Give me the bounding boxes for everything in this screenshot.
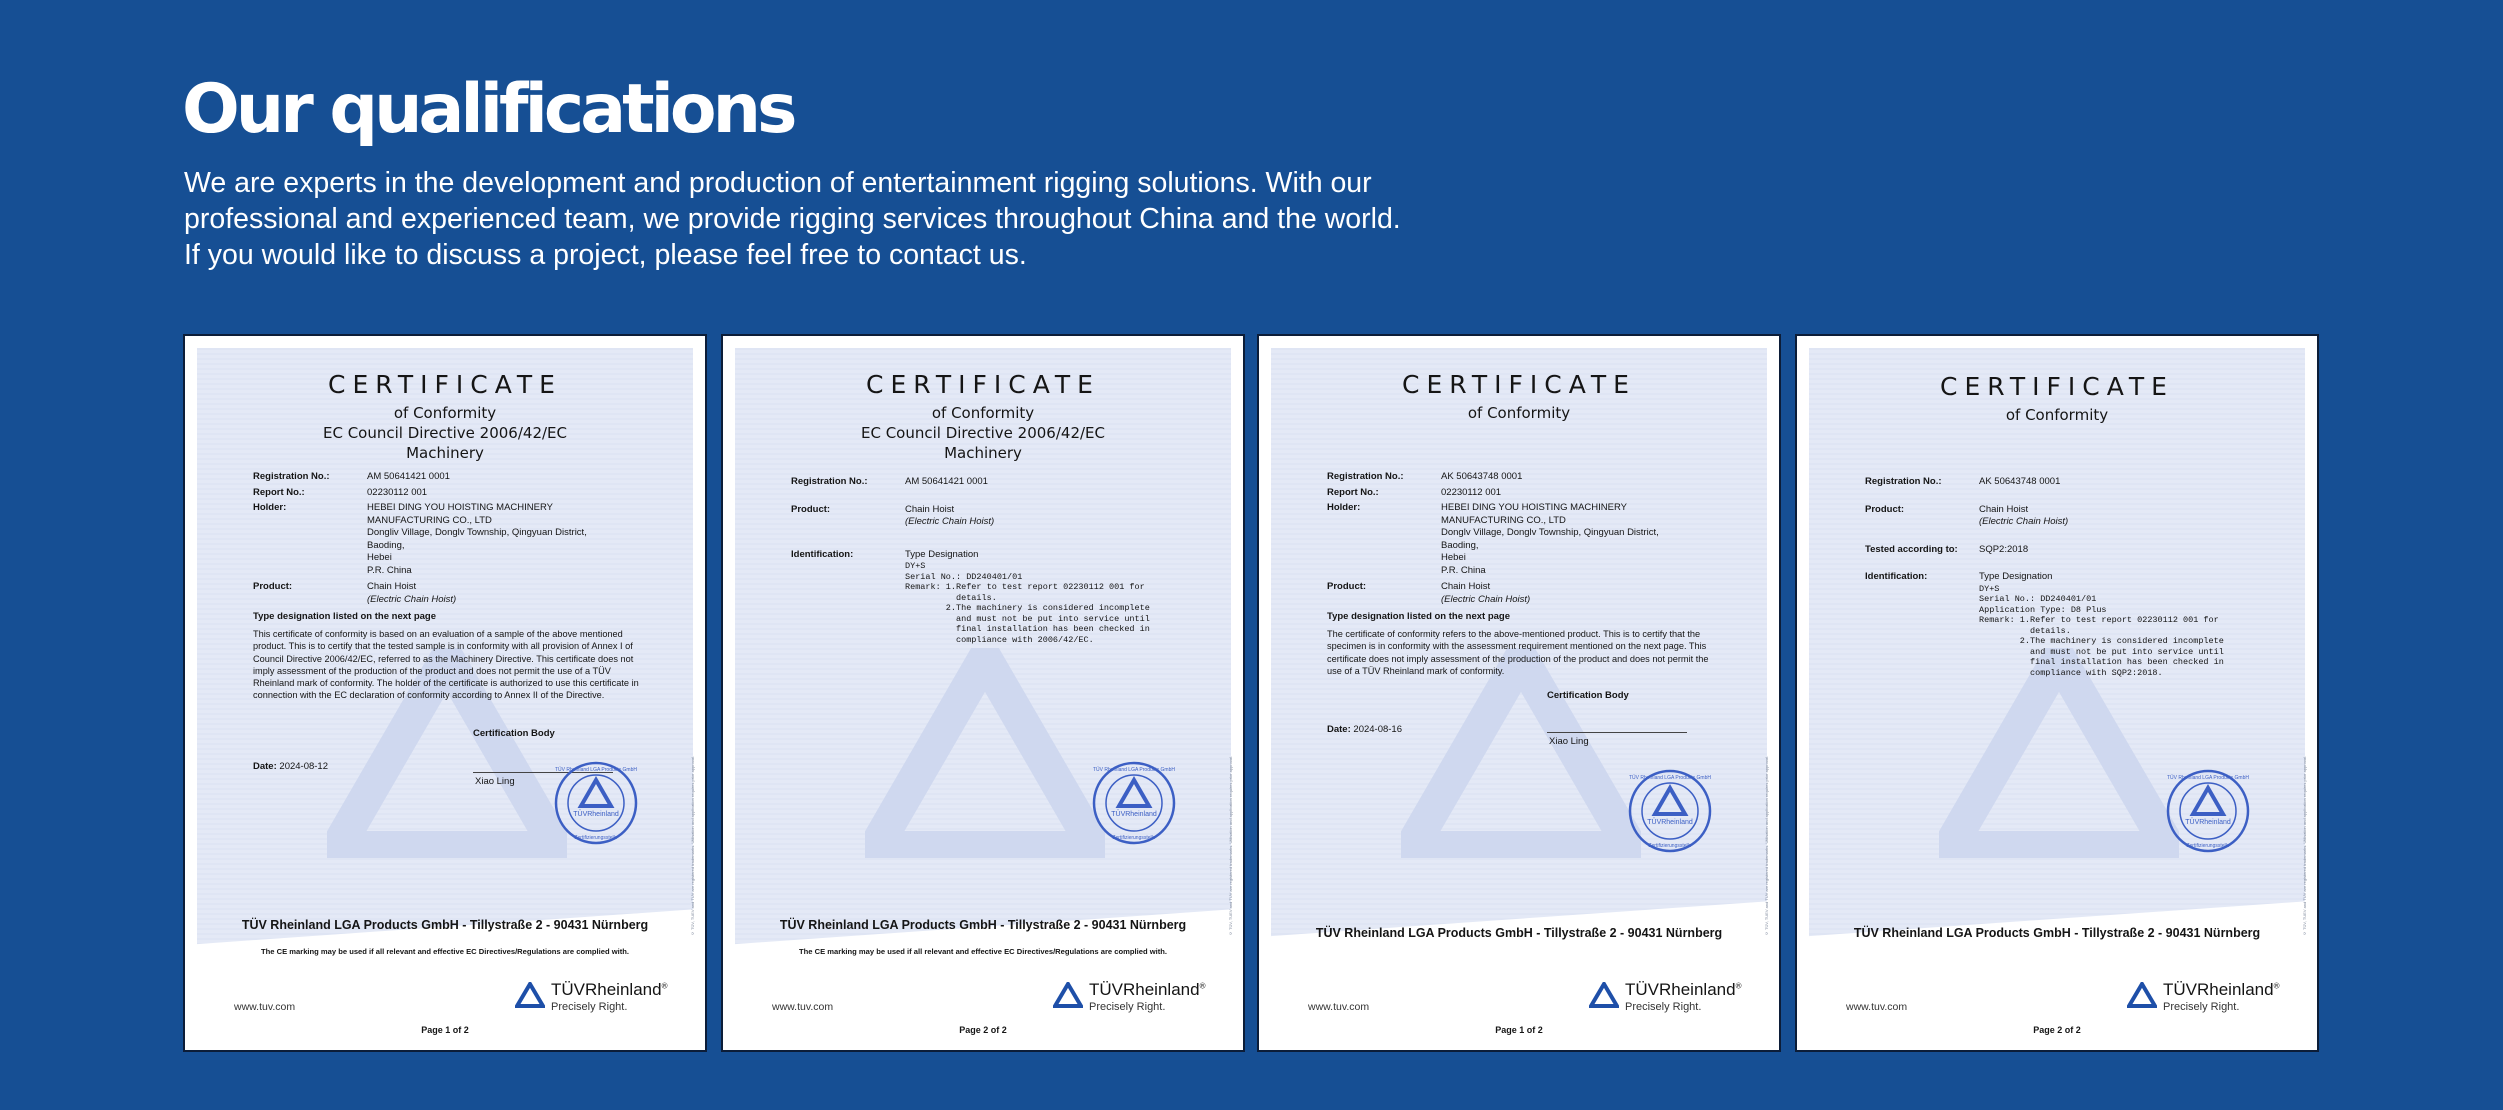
product-label: Product: [1865, 503, 1905, 515]
svg-text:TÜV Rheinland LGA Products Gmb: TÜV Rheinland LGA Products GmbH [555, 767, 637, 773]
issuer-address: TÜV Rheinland LGA Products GmbH - Tillystraße 2 - 90431 Nürnberg [1853, 926, 2261, 940]
ce-marking-note: The CE marking may be used if all relevant and effective EC Directives/Regulations are complied with. [799, 947, 1167, 956]
certification-body-label: Certification Body [473, 728, 555, 739]
tuv-stamp-icon [1091, 760, 1177, 846]
identification-value: Type Designation DY+S Serial No.: DD240401/01 Remark: 1.Refer to test report 02230112 001 for details. 2.The machinery is considered incomplete and must not be put into service until final installation has been checked in compliance with 2006/42/EC. [905, 548, 1150, 645]
tuv-triangle-icon [1053, 982, 1083, 1008]
identification-label: Identification: [1865, 571, 1928, 582]
website-link[interactable]: www.tuv.com [772, 1001, 834, 1013]
ce-marking-note: The CE marking may be used if all relevant and effective EC Directives/Regulations are complied with. [261, 947, 629, 956]
report-value: 02230112 001 [367, 486, 428, 498]
certificate-subtitle: of Conformity [393, 404, 497, 422]
svg-text:TÜVRheinland: TÜVRheinland [573, 811, 619, 818]
registration-label: Registration No.: [1865, 476, 1942, 487]
certificates-gallery [183, 334, 2319, 1052]
svg-text:TÜVRheinland: TÜVRheinland [1111, 811, 1157, 818]
certificate-fields [1865, 476, 2279, 681]
signatory-name: Xiao Ling [1549, 736, 1589, 747]
svg-text:TÜV Rheinland LGA Products Gmb: TÜV Rheinland LGA Products GmbH [2167, 775, 2249, 781]
certificate-subtitle: Machinery [944, 444, 1022, 462]
tuv-triangle-icon [515, 982, 545, 1008]
certificate-statement: This certificate of conformity is based on an evaluation of a sample of the above mentioned product. This is to certify that the tested sample is in conformity with all provision of Annex I of Council Directive 2006/42/EC, referred to as the Machinery Directive. This certificate does not imply assessment of the production of the product and does not permit the use of a TÜV Rheinland mark of conformity. The holder of the certificate is authorized to use this certificate in connection with the EC declaration of conformity according to Annex II of the Directive. [253, 629, 639, 701]
identification-value: Type Designation DY+S Serial No.: DD240401/01 Application Type: D8 Plus Remark: 1.Refer to test report 02230112 001 for details. 2.The machinery is considered incomplete and must not be put into service until final installation has been checked in compliance with SQP2:2018. [1979, 571, 2224, 678]
svg-text:Zertifizierungsstelle: Zertifizierungsstelle [1112, 835, 1156, 841]
type-designation-note: Type designation listed on the next page [253, 611, 436, 622]
trademark-side-text: © TÜV, TUEV and TUV are registered trademarks. Utilisation and application requires prior approval. [2302, 755, 2307, 936]
registration-value: AK 50643748 0001 [1441, 471, 1523, 482]
holder-label: Holder: [253, 502, 287, 513]
report-label: Report No.: [1327, 486, 1379, 498]
intro-text [184, 165, 1401, 273]
certificate-title: CERTIFICATE [328, 370, 562, 399]
tuv-logo [1589, 980, 1759, 1020]
certificate-date: Date: 2024-08-16 [1327, 724, 1403, 735]
tuv-tagline: Precisely Right. [1089, 1001, 1166, 1013]
registration-label: Registration No.: [1327, 471, 1404, 482]
certificate-subtitle: EC Council Directive 2006/42/EC [860, 424, 1105, 442]
product-value: Chain Hoist (Electric Chain Hoist) [1979, 503, 2069, 527]
holder-value: HEBEI DING YOU HOISTING MACHINERY MANUFACTURING CO., LTD Dongliv Village, Donglv Township, Qingyuan District, Baoding, Hebei P.R. China [367, 502, 587, 576]
page-number: Page 1 of 2 [421, 1025, 469, 1035]
certificate-title: CERTIFICATE [1402, 370, 1636, 399]
certificate-fields [253, 471, 667, 609]
signatory-name: Xiao Ling [475, 776, 515, 787]
registration-value: AM 50641421 0001 [367, 471, 450, 482]
identification-label: Identification: [791, 548, 854, 560]
tuv-watermark-icon [1401, 648, 1641, 858]
tuv-stamp-icon [1627, 768, 1713, 854]
certificate-subtitle: of Conformity [931, 404, 1035, 422]
tested-value: SQP2:2018 [1979, 543, 2029, 555]
certificate-card[interactable] [1795, 334, 2319, 1052]
issuer-address: TÜV Rheinland LGA Products GmbH - Tillystraße 2 - 90431 Nürnberg [779, 918, 1187, 932]
website-link[interactable]: www.tuv.com [234, 1001, 296, 1013]
tuv-logo [1053, 980, 1223, 1020]
certificate-title: CERTIFICATE [866, 370, 1100, 399]
holder-label: Holder: [1327, 502, 1361, 513]
svg-text:TÜVRheinland: TÜVRheinland [1647, 819, 1693, 826]
page-number: Page 1 of 2 [1495, 1025, 1543, 1035]
svg-text:Zertifizierungsstelle: Zertifizierungsstelle [2186, 843, 2230, 849]
certificate-card[interactable] [183, 334, 707, 1052]
certificate-card[interactable] [1257, 334, 1781, 1052]
tuv-brand-name: TÜVRheinland® [551, 980, 668, 999]
certificate-fields [1327, 471, 1741, 609]
tuv-tagline: Precisely Right. [1625, 1001, 1702, 1013]
svg-text:TÜV Rheinland LGA Products Gmb: TÜV Rheinland LGA Products GmbH [1093, 767, 1175, 773]
tested-label: Tested according to: [1865, 543, 1958, 555]
certificate-fields [791, 476, 1205, 648]
tuv-watermark-icon [865, 648, 1105, 858]
tuv-brand-name: TÜVRheinland® [1625, 980, 1742, 999]
certificate-subtitle: Machinery [406, 444, 484, 462]
report-value: 02230112 001 [1441, 486, 1502, 498]
certificate-subtitle: of Conformity [1467, 404, 1571, 422]
certificate-subtitle: of Conformity [2005, 406, 2109, 424]
trademark-side-text: © TÜV, TUEV and TUV are registered trademarks. Utilisation and application requires prior approval. [690, 755, 695, 936]
issuer-address: TÜV Rheinland LGA Products GmbH - Tillystraße 2 - 90431 Nürnberg [1315, 926, 1723, 940]
product-label: Product: [1327, 581, 1367, 592]
holder-value: HEBEI DING YOU HOISTING MACHINERY MANUFACTURING CO., LTD Donglv Village, Donglv Township, Qingyuan District, Baoding, Hebei P.R. China [1441, 502, 1659, 576]
svg-text:Zertifizierungsstelle: Zertifizierungsstelle [1648, 843, 1692, 849]
intro-line: professional and experienced team, we provide rigging services throughout China and the world. [184, 203, 1401, 235]
intro-line: If you would like to discuss a project, please feel free to contact us. [184, 239, 1027, 271]
tuv-tagline: Precisely Right. [2163, 1001, 2240, 1013]
trademark-side-text: © TÜV, TUEV and TUV are registered trademarks. Utilisation and application requires prior approval. [1228, 755, 1233, 936]
page-number: Page 2 of 2 [959, 1025, 1007, 1035]
issuer-address: TÜV Rheinland LGA Products GmbH - Tillystraße 2 - 90431 Nürnberg [241, 918, 649, 932]
tuv-stamp-icon [553, 760, 639, 846]
registration-value: AM 50641421 0001 [905, 476, 988, 487]
certificate-card[interactable] [721, 334, 1245, 1052]
product-value: Chain Hoist (Electric Chain Hoist) [367, 581, 457, 605]
tuv-brand-name: TÜVRheinland® [2163, 980, 2280, 999]
certificate-statement: The certificate of conformity refers to the above-mentioned product. This is to certify that the specimen is in conformity with the assessment requirement mentioned on the next page. This certificate does not imply assessment of the production of the product and does not permit the use of a TÜV Rheinland mark of conformity. [1327, 629, 1709, 676]
signature-line [1547, 732, 1687, 733]
intro-line: We are experts in the development and production of entertainment rigging solutions. With our [184, 167, 1372, 199]
certificate-title: CERTIFICATE [1940, 372, 2174, 401]
report-label: Report No.: [253, 486, 305, 498]
website-link[interactable]: www.tuv.com [1846, 1001, 1908, 1013]
svg-text:TÜVRheinland: TÜVRheinland [2185, 819, 2231, 826]
certificate-date: Date: 2024-08-12 [253, 761, 329, 772]
svg-text:Zertifizierungsstelle: Zertifizierungsstelle [574, 835, 618, 841]
type-designation-note: Type designation listed on the next page [1327, 611, 1510, 622]
section-title: Our qualifications [182, 70, 794, 149]
product-label: Product: [791, 503, 831, 515]
trademark-side-text: © TÜV, TUEV and TUV are registered trademarks. Utilisation and application requires prior approval. [1764, 755, 1769, 936]
product-label: Product: [253, 581, 293, 592]
tuv-logo [515, 980, 685, 1020]
certificate-subtitle: EC Council Directive 2006/42/EC [322, 424, 567, 442]
tuv-tagline: Precisely Right. [551, 1001, 628, 1013]
tuv-stamp-icon [2165, 768, 2251, 854]
tuv-triangle-icon [2127, 982, 2157, 1008]
tuv-logo [2127, 980, 2297, 1020]
certification-body-label: Certification Body [1547, 690, 1629, 701]
tuv-triangle-icon [1589, 982, 1619, 1008]
registration-label: Registration No.: [253, 471, 330, 482]
website-link[interactable]: www.tuv.com [1308, 1001, 1370, 1013]
product-value: Chain Hoist (Electric Chain Hoist) [905, 503, 995, 527]
registration-value: AK 50643748 0001 [1979, 476, 2061, 487]
page-number: Page 2 of 2 [2033, 1025, 2081, 1035]
registration-label: Registration No.: [791, 476, 868, 487]
svg-text:TÜV Rheinland LGA Products Gmb: TÜV Rheinland LGA Products GmbH [1629, 775, 1711, 781]
tuv-brand-name: TÜVRheinland® [1089, 980, 1206, 999]
product-value: Chain Hoist (Electric Chain Hoist) [1441, 581, 1531, 605]
